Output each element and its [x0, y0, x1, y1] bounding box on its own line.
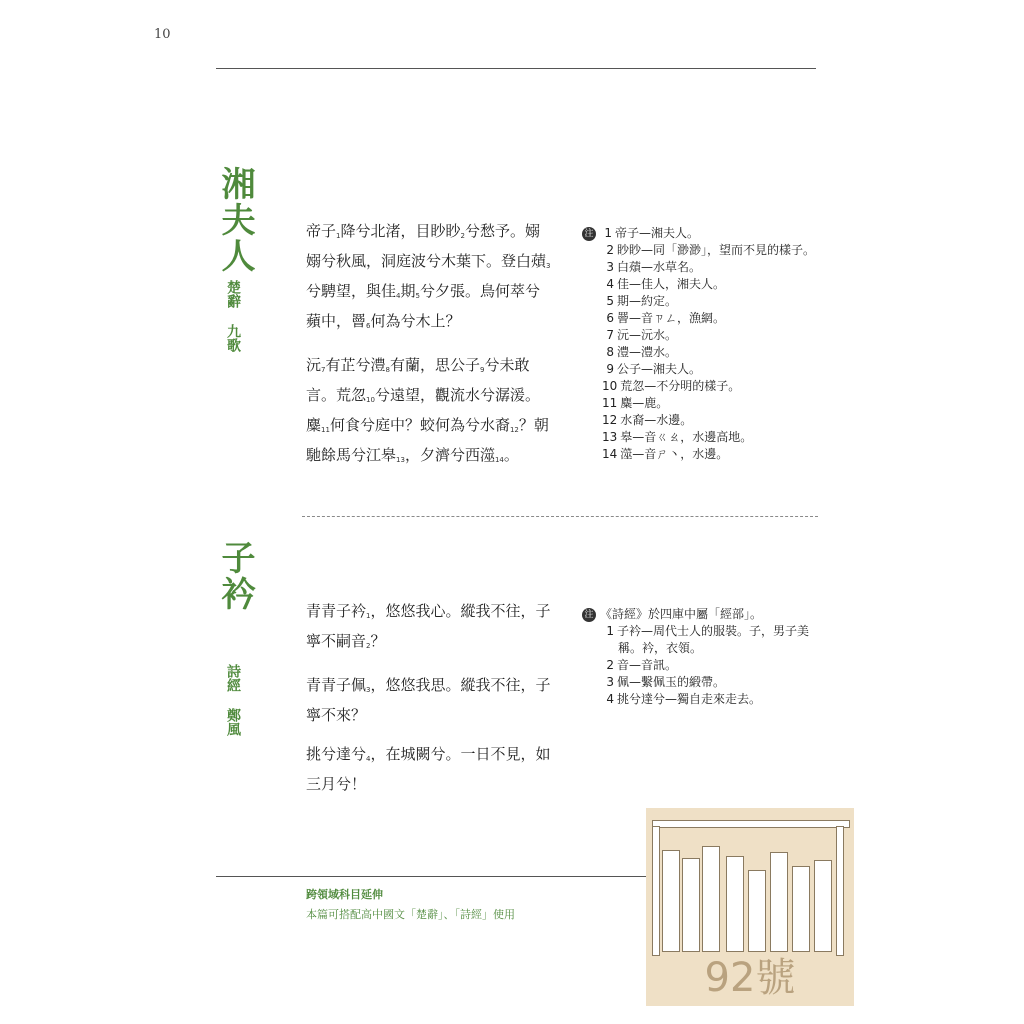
footnote-marker: 5: [415, 292, 420, 300]
note-text: 帝子—湘夫人。: [615, 226, 700, 240]
footnote-marker: 8: [385, 366, 390, 374]
note-text: 佳—佳人，湘夫人。: [617, 277, 726, 291]
top-rule: [216, 68, 816, 69]
note-item: [582, 657, 809, 674]
poem-text: ？: [370, 632, 386, 650]
poem-stanza: [306, 353, 552, 473]
poem-text: ，在城闕兮。一日不見，如三月兮！: [306, 745, 551, 793]
note-item: [582, 344, 815, 361]
note-text: 子衿—周代士人的服裝。子，男子美: [617, 624, 810, 638]
note-continuation: 稱。衿，衣領。: [618, 641, 703, 655]
book-icon: [814, 860, 832, 952]
note-item: [582, 242, 815, 259]
footnote-marker: 1: [366, 612, 371, 620]
note-text: 音—音訊。: [617, 658, 678, 672]
note-item: [582, 293, 815, 310]
note-text: 沅—沅水。: [617, 328, 678, 342]
watermark-text: 92號: [704, 955, 796, 1001]
poem-text: 降兮北渚，目眇眇: [340, 222, 461, 240]
note-item: [582, 674, 809, 691]
source-book: 楚辭: [225, 280, 241, 308]
notes-header: [582, 606, 809, 623]
note-item: [582, 691, 809, 708]
note-number: 3: [606, 260, 614, 274]
note-item: [582, 412, 815, 429]
poem-text: 何為兮木上？: [370, 312, 461, 330]
footnote-marker: 9: [479, 366, 485, 374]
poem-text: ？朝馳餘馬兮江皋: [306, 416, 549, 464]
note-number: 14: [602, 447, 618, 461]
note-text: 澧—澧水。: [617, 345, 678, 359]
note-badge-icon: 注: [582, 608, 596, 622]
section-source-chuci: [226, 280, 240, 308]
book-icon: [726, 856, 744, 952]
poem-text: 兮夕張。鳥何萃兮蘋中，罾: [306, 282, 540, 330]
footnote-marker: 4: [396, 292, 401, 300]
footnote-marker: 12: [509, 426, 519, 434]
poem-text: ，悠悠我心。縱我不往，子寧不嗣音: [306, 602, 551, 650]
note-item: [582, 623, 809, 640]
bookshelf-side: [836, 826, 844, 956]
poem-text: 有芷兮澧: [325, 356, 386, 374]
note-number: 11: [602, 396, 618, 410]
note-item: [582, 276, 815, 293]
section-title-xiang-fu-ren: 湘夫人: [215, 166, 255, 274]
note-item: [582, 378, 815, 395]
note-number: 12: [602, 413, 618, 427]
note-item: [582, 429, 815, 446]
poem-text: 。: [503, 446, 519, 464]
poem-text: 青青子衿: [306, 602, 367, 620]
note-number: 10: [602, 379, 618, 393]
source-book: 詩經: [225, 664, 241, 692]
note-number: 4: [606, 692, 614, 706]
note-number: 5: [606, 294, 614, 308]
notes-heading: 《詩經》於四庫中屬「經部」。: [600, 607, 763, 621]
footnote-marker: 2: [460, 232, 465, 240]
poem-body: [306, 219, 552, 473]
note-text: 荒忽—不分明的樣子。: [620, 379, 741, 393]
note-number: 7: [606, 328, 614, 342]
note-text: 佩—繫佩玉的緞帶。: [617, 675, 726, 689]
poem-text: 青青子佩: [306, 676, 367, 694]
poem-text: 帝子: [306, 222, 337, 240]
notes-panel: [582, 606, 809, 708]
poem-stanza: [306, 599, 552, 659]
note-text: 期—約定。: [617, 294, 678, 308]
note-text: 白薠—水草名。: [617, 260, 702, 274]
note-text: 水裔—水邊。: [620, 413, 693, 427]
poem-text: 沅: [306, 356, 322, 374]
crosslink-title: 跨領域科目延伸: [306, 888, 383, 901]
note-text: 罾—音ㄗㄥ，漁網。: [617, 311, 726, 325]
note-number: 1: [606, 624, 614, 638]
poem-text: ，悠悠我思。縱我不往，子寧不來？: [306, 676, 551, 724]
footnote-marker: 3: [366, 686, 371, 694]
footnote-marker: 10: [366, 396, 375, 404]
poem-stanza: [306, 673, 552, 728]
note-number: 3: [606, 675, 614, 689]
note-text: 公子—湘夫人。: [617, 362, 702, 376]
note-number: 9: [606, 362, 614, 376]
note-item: [582, 395, 815, 412]
footnote-marker: 7: [321, 366, 326, 374]
note-number: 8: [606, 345, 614, 359]
book-icon: [770, 852, 788, 952]
poem-text: 兮遠望，觀流水兮潺湲。麋: [306, 386, 540, 434]
note-item: [582, 361, 815, 378]
source-chapter: 九歌: [225, 324, 241, 352]
poem-body: [306, 599, 552, 797]
footnote-marker: 1: [336, 232, 341, 240]
note-item: [600, 226, 699, 240]
note-text: 澨—音ㄕ丶，水邊。: [620, 447, 729, 461]
poem-text: 兮騁望，與佳: [306, 282, 397, 300]
note-item: [582, 327, 815, 344]
poem-stanza: [306, 219, 552, 339]
note-number: 2: [606, 658, 614, 672]
section-title-zi-jin: 子衿: [215, 540, 255, 612]
poem-text: 有蘭，思公子: [389, 356, 480, 374]
footnote-marker: 14: [494, 456, 504, 464]
book-icon: [748, 870, 766, 952]
poem-text: 挑兮達兮: [306, 745, 367, 763]
section-source-shijing: [226, 664, 240, 692]
footnote-marker: 13: [396, 456, 405, 464]
note-text: 皋—音ㄍㄠ，水邊高地。: [620, 430, 753, 444]
note-number: 2: [606, 243, 614, 257]
poem-text: 兮愁予。嫋嫋兮秋風，洞庭波兮木葉下。登白薠: [306, 222, 547, 270]
footnote-marker: 11: [321, 426, 330, 434]
note-text: 麋—鹿。: [620, 396, 669, 410]
page-number: 10: [154, 27, 171, 42]
section-divider: [302, 516, 818, 517]
note-item: [582, 446, 815, 463]
note-text: 眇眇—同「渺渺」，望而不見的樣子。: [617, 243, 816, 257]
footnote-marker: 2: [366, 642, 371, 650]
crosslink-text: 本篇可搭配高中國文「楚辭」、「詩經」使用: [306, 908, 515, 921]
note-text: 挑兮達兮—獨自走來走去。: [617, 692, 762, 706]
footnote-marker: 4: [366, 755, 371, 763]
footnote-marker: 6: [366, 322, 371, 330]
notes-header: [582, 225, 815, 242]
watermark-logo: [646, 808, 854, 1006]
book-icon: [792, 866, 810, 952]
note-badge-icon: 注: [582, 227, 596, 241]
book-icon: [702, 846, 720, 952]
poem-text: 何食兮庭中？蛟何為兮水裔: [329, 416, 510, 434]
bookshelf-board: [652, 820, 850, 828]
note-number: 13: [602, 430, 618, 444]
note-item: [582, 310, 815, 327]
footnote-marker: 3: [546, 262, 551, 270]
note-number: 1: [604, 226, 612, 240]
book-icon: [682, 858, 700, 952]
poem-text: 期: [400, 282, 416, 300]
note-number: 4: [606, 277, 614, 291]
bookshelf-side: [652, 826, 660, 956]
poem-text: ，夕濟兮西澨: [404, 446, 495, 464]
poem-text: 兮未敢言。荒忽: [306, 356, 530, 404]
note-item: [582, 259, 815, 276]
source-chapter: 鄭風: [225, 708, 241, 736]
section-source-jiuge: [226, 324, 240, 352]
note-number: 6: [606, 311, 614, 325]
notes-panel: [582, 225, 815, 463]
book-icon: [662, 850, 680, 952]
poem-stanza: [306, 742, 552, 797]
section-source-zhengfeng: [226, 708, 240, 736]
